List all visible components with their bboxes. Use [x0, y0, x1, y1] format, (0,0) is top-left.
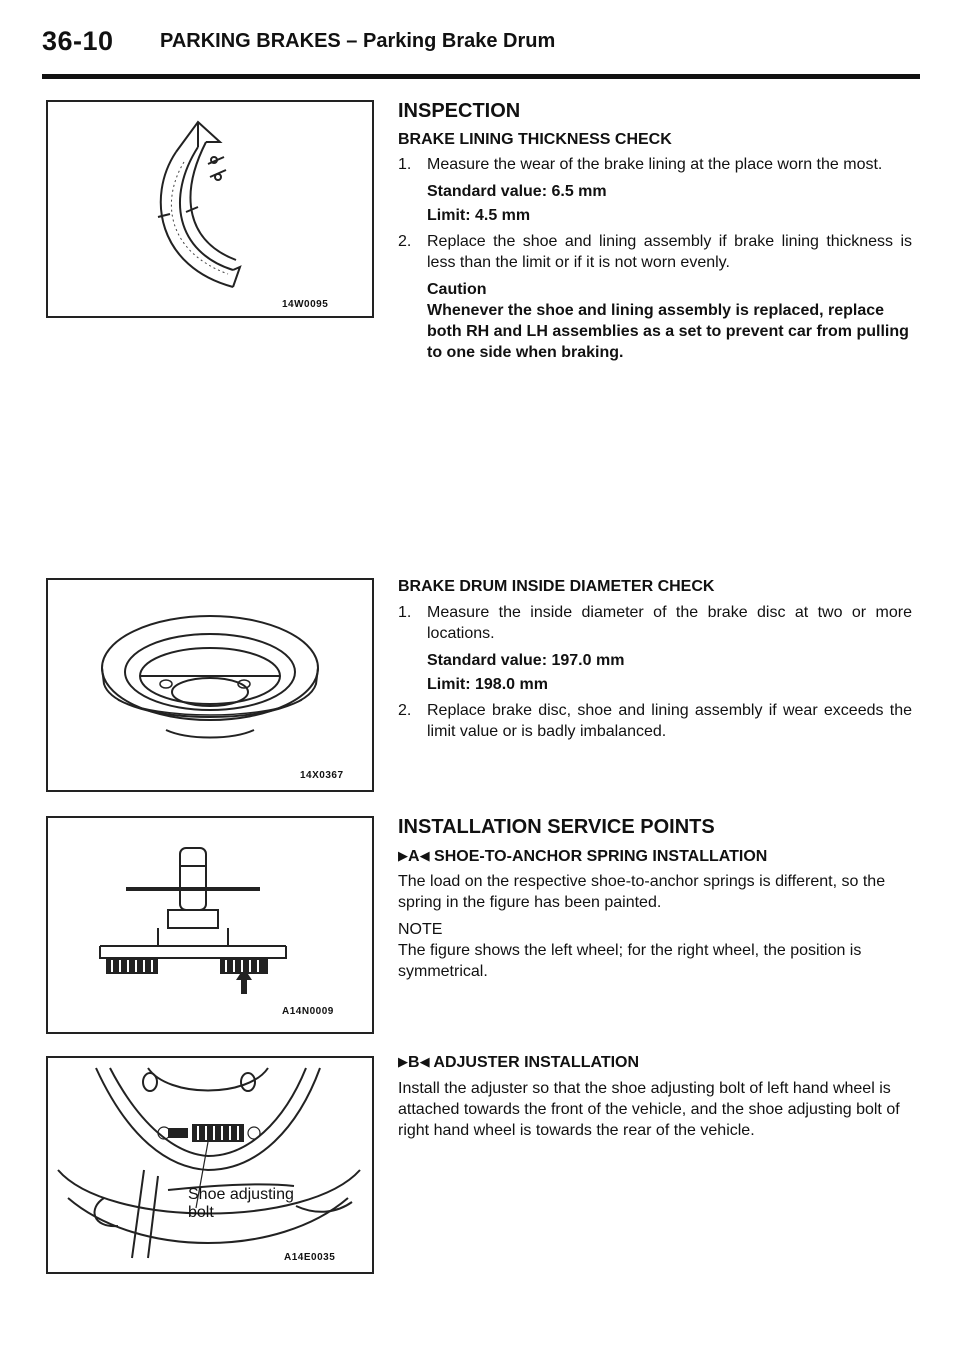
lining-step-2: 2. Replace the shoe and lining assembly if brake lining thickness is less than the limit or if it is not worn evenly.	[398, 233, 912, 271]
figure-code: 14W0095	[282, 299, 329, 310]
point-a-heading: ▶A◀ SHOE-TO-ANCHOR SPRING INSTALLATION	[398, 848, 768, 865]
caution-label: Caution	[427, 281, 487, 298]
marker-right-icon: ▶	[398, 848, 408, 863]
marker-left-icon: ◀	[419, 1054, 430, 1069]
note-label: NOTE	[398, 921, 443, 938]
brake-shoe-lining-illustration-icon	[48, 102, 372, 316]
brake-drum-illustration-icon	[48, 580, 372, 790]
figure-brake-drum	[46, 578, 374, 792]
caution-text: Whenever the shoe and lining assembly is replaced, replace both RH and LH assemblies as a set to prevent car from pulling to one side when braking.	[427, 302, 909, 361]
lining-limit: Limit: 4.5 mm	[427, 207, 531, 224]
figure-brake-shoe	[46, 100, 374, 318]
figure-code: A14E0035	[284, 1252, 336, 1263]
lining-check-heading: BRAKE LINING THICKNESS CHECK	[398, 131, 672, 148]
figure-code: 14X0367	[300, 770, 344, 781]
header-rule	[42, 74, 920, 79]
section-installation	[398, 816, 912, 982]
lining-step-1: 1. Measure the wear of the brake lining at the place worn the most.	[398, 156, 883, 173]
drum-standard-value: Standard value: 197.0 mm	[427, 652, 625, 669]
adjuster-illustration-icon	[48, 1058, 372, 1272]
installation-heading: INSTALLATION SERVICE POINTS	[398, 816, 715, 838]
note-text: The figure shows the left wheel; for the right wheel, the position is symmetrical.	[398, 942, 862, 980]
figure-code: A14N0009	[282, 1006, 334, 1017]
shoe-adjusting-bolt-callout: Shoe adjusting bolt	[188, 1186, 294, 1221]
page-header	[42, 22, 920, 82]
point-a-text: The load on the respective shoe-to-anchor springs is different, so the spring in the figure has been painted.	[398, 873, 886, 911]
figure-adjuster	[46, 1056, 374, 1274]
shoe-to-anchor-spring-illustration-icon	[48, 818, 372, 1032]
marker-right-icon: ▶	[398, 1054, 408, 1069]
drum-check-heading: BRAKE DRUM INSIDE DIAMETER CHECK	[398, 578, 715, 595]
point-b-text: Install the adjuster so that the shoe adjusting bolt of left hand wheel is attached towards the front of the vehicle, and the shoe adjusting bolt of right hand wheel is towards the rear of the vehicle.	[398, 1080, 900, 1139]
section-drum-check	[398, 578, 912, 742]
drum-step-2: 2. Replace brake disc, shoe and lining assembly if wear exceeds the limit value or is badly imbalanced.	[398, 702, 912, 740]
page-number: 36-10	[42, 26, 114, 56]
section-inspection	[398, 100, 912, 363]
section-adjuster	[398, 1054, 912, 1141]
page-title: PARKING BRAKES – Parking Brake Drum	[160, 30, 556, 52]
drum-step-1: 1. Measure the inside diameter of the brake disc at two or more locations.	[398, 604, 912, 642]
point-b-heading: ▶B◀ ADJUSTER INSTALLATION	[398, 1054, 640, 1071]
inspection-heading: INSPECTION	[398, 100, 521, 122]
drum-limit: Limit: 198.0 mm	[427, 676, 548, 693]
figure-shoe-to-anchor-spring	[46, 816, 374, 1034]
lining-standard-value: Standard value: 6.5 mm	[427, 183, 607, 200]
marker-left-icon: ◀	[419, 848, 430, 863]
